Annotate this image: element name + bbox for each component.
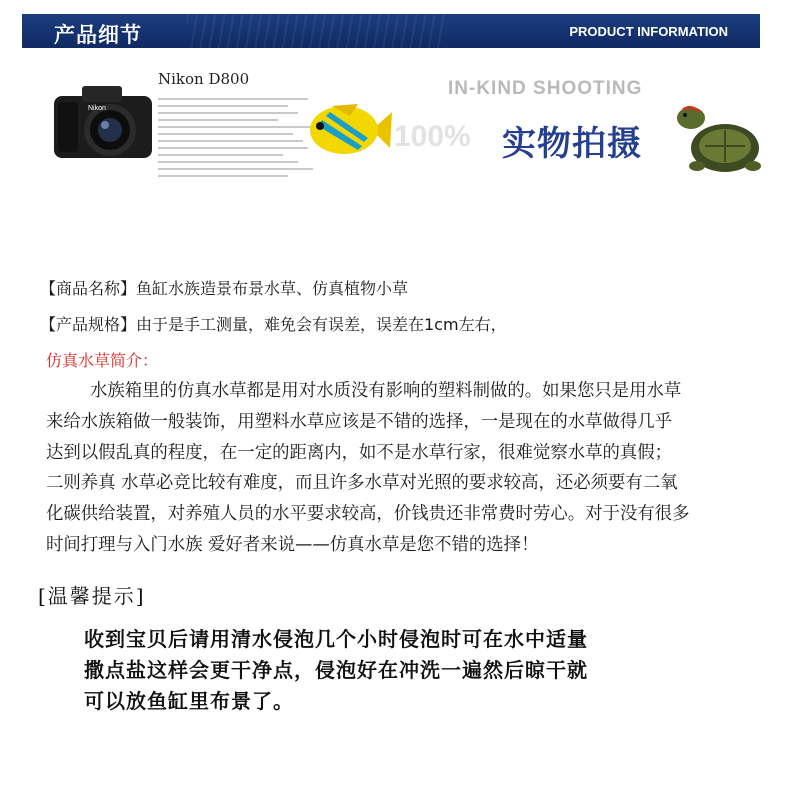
intro-line: 水族箱里的仿真水草都是用对水质没有影响的塑料制做的。如果您只是用水草 (90, 381, 682, 401)
turtle-image (673, 90, 765, 180)
fish-image (302, 100, 392, 160)
camera-image (50, 78, 156, 168)
intro-line: 来给水族箱做一般装饰，用塑料水草应该是不错的选择，一是现在的水草做得几乎 (46, 411, 673, 432)
tips-title: [温馨提示] (38, 584, 146, 608)
intro-paragraph (46, 376, 768, 561)
intro-line: 达到以假乱真的程度，在一定的距离内，如不是水草行家，很难觉察水草的真假； (46, 442, 673, 463)
intro-line: 时间打理与入门水族 爱好者来说——仿真水草是您不错的选择！ (46, 534, 539, 555)
tips-line: 收到宝贝后请用清水侵泡几个小时侵泡时可在水中适量 (84, 627, 588, 651)
banner (40, 60, 760, 200)
svg-text:Nikon: Nikon (88, 105, 106, 112)
product-spec: 【产品规格】由于是手工测量，难免会有误差，误差在1cm左右， (40, 315, 507, 334)
inkind-english: IN-KIND SHOOTING (448, 78, 643, 99)
intro-line: 二则养真 水草必竞比较有难度，而且许多水草对光照的要求较高，还必须要有二氧 (46, 473, 678, 494)
product-name: 【商品名称】鱼缸水族造景布景水草、仿真植物小草 (40, 279, 409, 298)
inkind-chinese: 实物拍摄 (502, 124, 642, 164)
header-decoration (187, 14, 447, 48)
header-title: 产品细节 (54, 23, 142, 47)
watermark-text: 100% (394, 120, 471, 153)
header-subtitle: PRODUCT INFORMATION (569, 24, 728, 39)
tips-line: 可以放鱼缸里布景了。 (84, 689, 294, 713)
intro-line: 化碳供给装置，对养殖人员的水平要求较高，价钱贵还非常费时劳心。对于没有很多 (46, 504, 690, 525)
intro-title: 仿真水草简介： (46, 351, 159, 370)
header-bar (22, 14, 760, 48)
camera-model: Nikon D800 (158, 70, 250, 88)
tips-line: 撒点盐这样会更干净点，侵泡好在冲洗一遍然后晾干就 (84, 658, 588, 682)
tips-body (84, 624, 588, 717)
